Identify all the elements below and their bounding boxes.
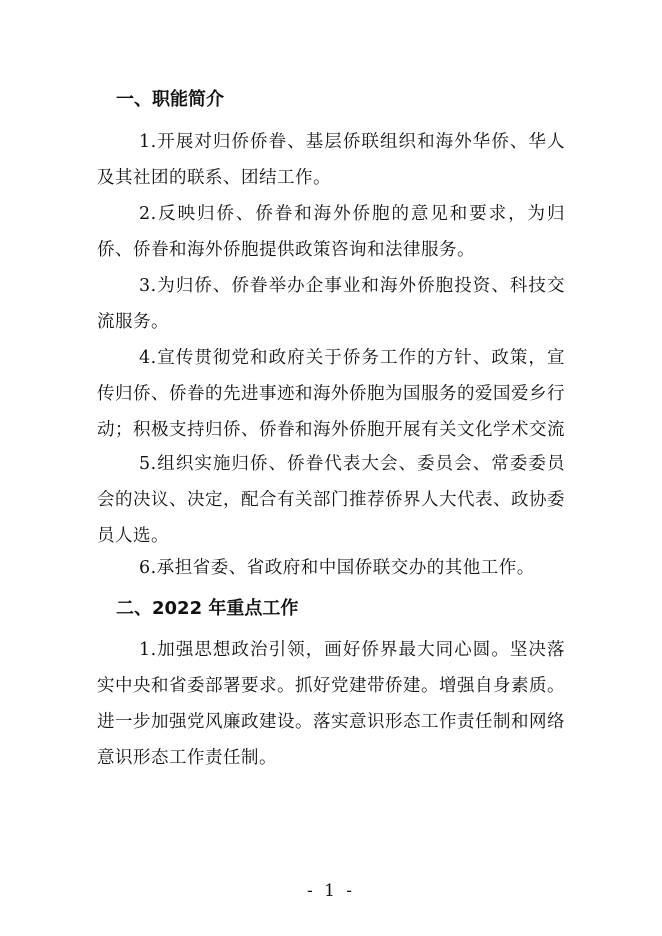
function-item-4: 4.宣传贯彻党和政府关于侨务工作的方针、政策，宣传归侨、侨眷的先进事迹和海外侨胞为国服务的爱国爱乡行动；积极支持归侨、侨眷和海外侨胞开展有关文化学术交流 [97,348,565,440]
function-item-2: 2.反映归侨、侨眷和海外侨胞的意见和要求，为归侨、侨眷和海外侨胞提供政策咨询和法律服务。 [97,204,565,260]
key-work-item-1: 1.加强思想政治引领，画好侨界最大同心圆。坚决落实中央和省委部署要求。抓好党建带侨建。增强自身素质。进一步加强党风廉政建设。落实意识形态工作责任制和网络意识形态工作责任制。 [97,640,565,768]
function-item-1: 1.开展对归侨侨眷、基层侨联组织和海外华侨、华人及其社团的联系、团结工作。 [97,132,565,188]
function-item-3: 3.为归侨、侨眷举办企事业和海外侨胞投资、科技交流服务。 [97,276,565,332]
page-number: - 1 - [306,881,356,901]
function-item-6: 6.承担省委、省政府和中国侨联交办的其他工作。 [139,558,535,578]
function-item-5: 5.组织实施归侨、侨眷代表大会、委员会、常委委员会的决议、决定，配合有关部门推荐侨界人大代表、政协委员人选。 [97,454,565,546]
section-heading-functions: 一、职能简介 [116,89,224,110]
section-heading-key-work-2022: 二、2022 年重点工作 [116,598,299,619]
